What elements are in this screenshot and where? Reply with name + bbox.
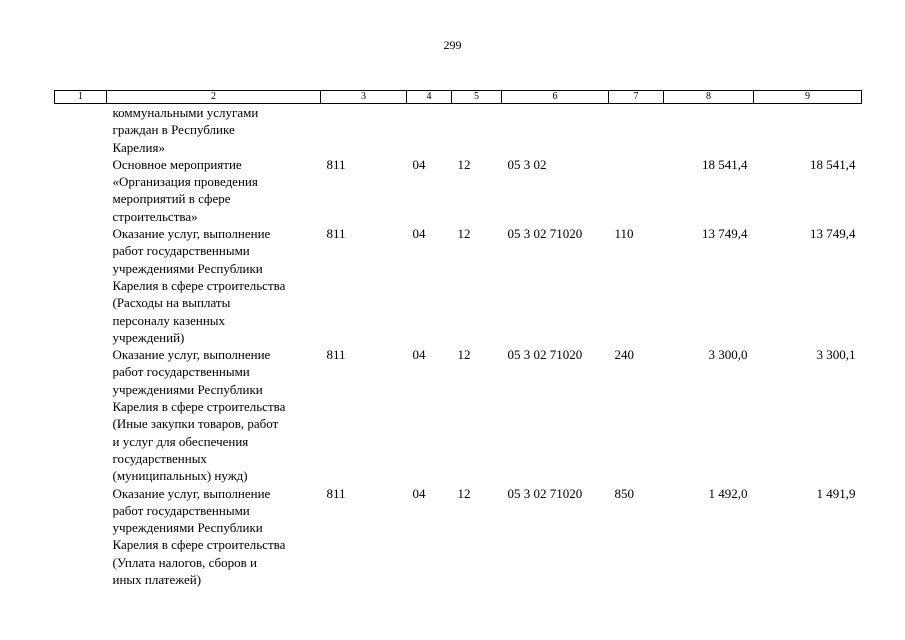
cell-target-code: 05 3 02	[507, 156, 547, 172]
cell-name	[107, 346, 321, 484]
cell-amount-9: 1 491,9	[816, 485, 856, 501]
budget-table	[54, 90, 862, 588]
cell-expense-type: 240	[614, 347, 634, 363]
cell-col1	[55, 156, 107, 225]
cell-name	[107, 156, 321, 225]
cell-target-code: 05 3 02 71020	[507, 226, 583, 242]
cell-amount-8: 18 541,4	[702, 156, 748, 172]
header-cell-3: 3	[321, 91, 407, 104]
header-cell-7: 7	[609, 91, 664, 104]
cell-subsection: 12	[457, 156, 471, 172]
cell-admin-code: 811	[326, 485, 346, 501]
header-cell-6: 6	[502, 91, 609, 104]
row-name-text: Оказание услуг, выполнение работ государственными учреждениями Республики Карелия в сфере строительства (Уплата налогов, сборов и иных платежей)	[112, 485, 286, 588]
cell-col1	[55, 485, 107, 589]
cell-subsection: 12	[457, 347, 471, 363]
row-name-text: Оказание услуг, выполнение работ государственными учреждениями Республики Карелия в сфере строительства (Иные закупки товаров, работ и услуг для обеспечения государственных (муниципальных) нужд)	[112, 347, 286, 484]
cell-amount-8: 13 749,4	[702, 226, 748, 242]
cell-subsection: 12	[457, 226, 471, 242]
cell-section: 04	[412, 226, 426, 242]
cell-col1	[55, 346, 107, 484]
cell-col1	[55, 104, 107, 156]
row-name-text: коммунальными услугами граждан в Республике Карелия»	[112, 105, 259, 155]
cell-admin-code	[321, 104, 407, 156]
cell-subsection	[452, 104, 502, 156]
cell-admin-code: 811	[326, 347, 346, 363]
cell-col1	[55, 225, 107, 346]
table-header	[55, 91, 862, 104]
cell-admin-code: 811	[326, 156, 346, 172]
cell-amount-8: 1 492,0	[708, 485, 748, 501]
cell-expense-type: 850	[614, 485, 634, 501]
header-cell-2: 2	[107, 91, 321, 104]
cell-name	[107, 485, 321, 589]
cell-amount-9: 13 749,4	[810, 226, 856, 242]
header-cell-1: 1	[55, 91, 107, 104]
cell-expense-type: 110	[614, 226, 634, 242]
row-name-text: Основное мероприятие «Организация проведения мероприятий в сфере строительства»	[112, 156, 258, 224]
cell-subsection: 12	[457, 485, 471, 501]
cell-target-code: 05 3 02 71020	[507, 485, 583, 501]
cell-amount-9	[754, 104, 862, 156]
page-number: 299	[443, 38, 462, 52]
cell-expense-type	[609, 104, 664, 156]
cell-target-code: 05 3 02 71020	[507, 347, 583, 363]
cell-section: 04	[412, 156, 426, 172]
table-row	[55, 156, 862, 225]
row-name-text: Оказание услуг, выполнение работ государственными учреждениями Республики Карелия в сфере строительства (Расходы на выплаты персоналу казенных учреждений)	[112, 226, 286, 345]
cell-amount-8: 3 300,0	[708, 347, 748, 363]
cell-name	[107, 225, 321, 346]
cell-section: 04	[412, 485, 426, 501]
cell-admin-code: 811	[326, 226, 346, 242]
header-cell-5: 5	[452, 91, 502, 104]
header-cell-9: 9	[754, 91, 862, 104]
table-row	[55, 485, 862, 589]
cell-name	[107, 104, 321, 156]
table-row	[55, 104, 862, 156]
cell-expense-type	[609, 156, 664, 225]
cell-section	[407, 104, 452, 156]
table-row	[55, 225, 862, 346]
cell-amount-8	[664, 104, 754, 156]
header-row	[55, 91, 862, 104]
cell-target-code	[502, 104, 609, 156]
cell-section: 04	[412, 347, 426, 363]
header-cell-8: 8	[664, 91, 754, 104]
header-cell-4: 4	[407, 91, 452, 104]
table-body	[55, 104, 862, 589]
cell-amount-9: 3 300,1	[816, 347, 856, 363]
cell-amount-9: 18 541,4	[810, 156, 856, 172]
table-row	[55, 346, 862, 484]
